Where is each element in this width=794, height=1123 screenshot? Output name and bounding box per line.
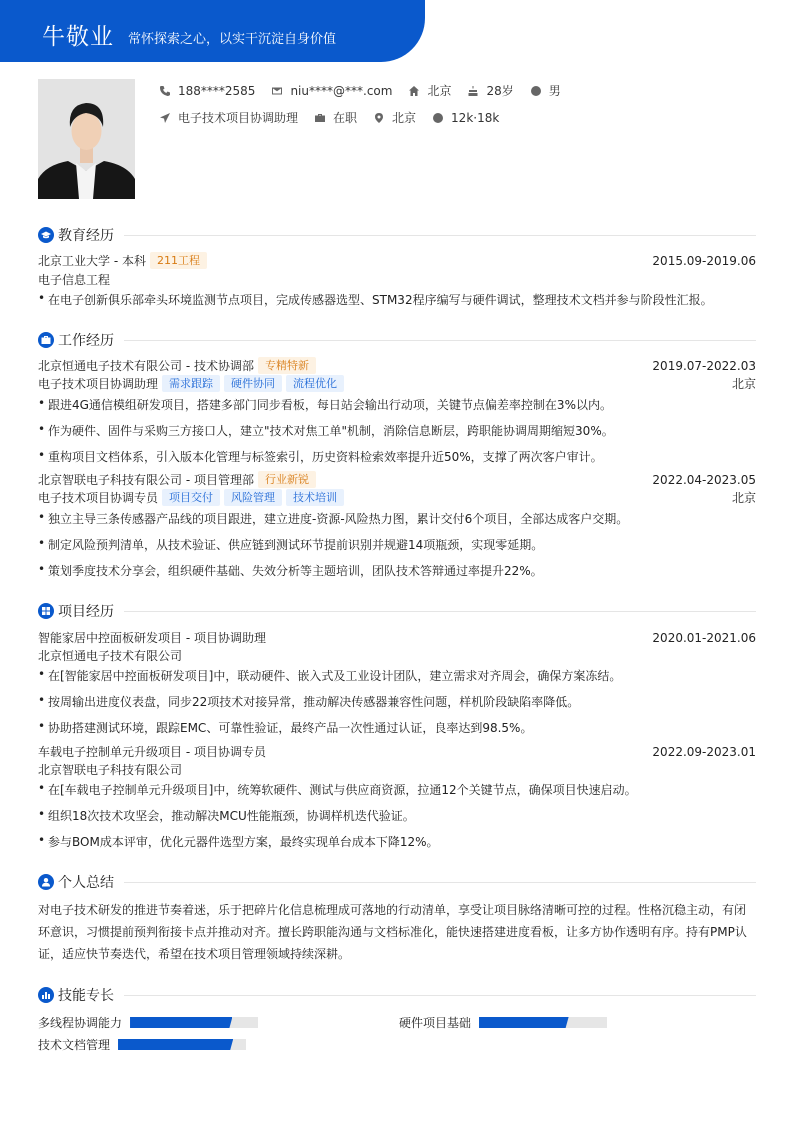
expected-salary: 12k·18k [451, 110, 500, 125]
school-tag: 211工程 [150, 252, 207, 269]
send-icon [159, 112, 171, 124]
skill-tag: 技术培训 [286, 489, 344, 506]
skill-tag: 需求跟踪 [162, 375, 220, 392]
work-1-bullet: • 重构项目文档体系，引入版本化管理与标签索引，历史资料检索效率提升近50%，支撑了两次客户审计。 [38, 448, 603, 464]
money-icon [432, 112, 444, 124]
project-1-bullet: • 在[智能家居中控面板研发项目]中，联动硬件、嵌入式及工业设计团队，建立需求对齐周会，确保方案冻结。 [38, 667, 622, 683]
work-1-bullet: • 跟进4G通信模组研发项目，搭建多部门同步看板，每日站会输出行动项，关键节点偏差率控制在3%以内。 [38, 396, 612, 412]
home-icon [408, 85, 420, 97]
location-pin-icon [373, 112, 385, 124]
skill-item: 技术文档管理 [38, 1036, 246, 1053]
work-2-role: 电子技术项目协调专员 项目交付 风险管理 技术培训 北京 [38, 491, 756, 505]
bar-chart-icon [38, 987, 54, 1003]
section-skills-title: 技能专长 [38, 985, 756, 1005]
graduation-cap-icon [38, 227, 54, 243]
work-1-bullet: • 作为硬件、固件与采购三方接口人，建立"技术对焦工单"机制，消除信息断层，跨职能协调周期缩短30%。 [38, 422, 614, 438]
work-2-header: 北京智联电子科技有限公司 - 项目管理部 行业新锐 2022.04-2023.05 [38, 472, 756, 487]
skill-item: 硬件项目基础 [399, 1014, 607, 1031]
candidate-name: 牛敬业 [42, 24, 114, 50]
phone-number: 188****2585 [178, 83, 256, 98]
work-2-bullet: • 策划季度技术分享会，组织硬件基础、失效分析等主题培训，团队技术答辩通过率提升22%。 [38, 562, 543, 578]
user-icon [38, 874, 54, 890]
education-date: 2015.09-2019.06 [652, 253, 756, 268]
age: 28岁 [486, 84, 514, 98]
contact-row-2 [159, 109, 515, 126]
skill-level-bar [130, 1017, 258, 1028]
project-1-bullet: • 按周输出进度仪表盘，同步22项技术对接异常，推动解决传感器兼容性问题，样机阶段缺陷率降低。 [38, 693, 580, 709]
skill-tag: 硬件协同 [224, 375, 282, 392]
grid-icon [38, 603, 54, 619]
gender-icon [530, 85, 542, 97]
cake-icon [467, 85, 479, 97]
section-project-title: 项目经历 [38, 601, 756, 621]
work-1-role: 电子技术项目协调助理 需求跟踪 硬件协同 流程优化 北京 [38, 377, 756, 391]
summary-text: 对电子技术研发的推进节奏着迷，乐于把碎片化信息梳理成可落地的行动清单，享受让项目脉络清晰可控的过程。性格沉稳主动，有闭环意识，习惯提前预判衔接卡点并推动对齐。擅长跨职能沟通与文档标准化，能快速搭建进度看板，让多方协作透明有序。持有PMP认证，适应快节奏迭代，希望在技术项目管理领域持续深耕。 [38, 903, 747, 961]
project-1-company: 北京恒通电子技术有限公司 [38, 649, 183, 663]
education-header [38, 252, 756, 269]
school-name: 北京工业大学 - 本科 [38, 254, 146, 268]
gender: 男 [548, 84, 561, 98]
hometown: 北京 [427, 84, 452, 98]
project-1-header: 智能家居中控面板研发项目 - 项目协调助理 2020.01-2021.06 [38, 630, 756, 645]
section-education-title: 教育经历 [38, 225, 756, 245]
skill-level-bar [479, 1017, 607, 1028]
target-position: 电子技术项目协调助理 [178, 111, 299, 125]
company-tag: 行业新锐 [258, 471, 316, 488]
skill-item: 多线程协调能力 [38, 1014, 258, 1031]
work-2-bullet: • 独立主导三条传感器产品线的项目跟进，建立进度-资源-风险热力图，累计交付6个项目，全部达成客户交期。 [38, 510, 629, 526]
mail-icon [271, 85, 283, 97]
candidate-motto: 常怀探索之心，以实干沉淀自身价值 [128, 32, 337, 47]
contact-row-1 [159, 82, 577, 99]
project-1-bullet: • 协助搭建测试环境，跟踪EMC、可靠性验证，最终产品一次性通过认证，良率达到98.5%。 [38, 719, 533, 735]
work-1-header: 北京恒通电子技术有限公司 - 技术协调部 专精特新 2019.07-2022.03 [38, 358, 756, 373]
project-2-bullet: • 在[车载电子控制单元升级项目]中，统筹软硬件、测试与供应商资源，拉通12个关键节点，确保项目快速启动。 [38, 781, 637, 797]
briefcase-icon [314, 112, 326, 124]
project-2-header: 车载电子控制单元升级项目 - 项目协调专员 2022.09-2023.01 [38, 744, 756, 759]
education-major: 电子信息工程 [38, 273, 111, 287]
project-2-bullet: • 组织18次技术攻坚会，推动解决MCU性能瓶颈，协调样机迭代验证。 [38, 807, 415, 823]
profile-photo [38, 79, 135, 199]
briefcase-icon [38, 332, 54, 348]
section-work-title: 工作经历 [38, 330, 756, 350]
skill-tag: 风险管理 [224, 489, 282, 506]
skill-tag: 项目交付 [162, 489, 220, 506]
target-city: 北京 [392, 111, 417, 125]
project-2-company: 北京智联电子科技有限公司 [38, 763, 183, 777]
email-address: niu****@***.com [290, 83, 393, 98]
company-tag: 专精特新 [258, 357, 316, 374]
phone-icon [159, 85, 171, 97]
work-2-bullet: • 制定风险预判清单，从技术验证、供应链到测试环节提前识别并规避14项瓶颈，实现零延期。 [38, 536, 544, 552]
job-status: 在职 [333, 111, 358, 125]
section-summary-title: 个人总结 [38, 872, 756, 892]
skill-level-bar [118, 1039, 246, 1050]
project-2-bullet: • 参与BOM成本评审，优化元器件选型方案，最终实现单台成本下降12%。 [38, 833, 439, 849]
education-bullet: • 在电子创新俱乐部牵头环境监测节点项目，完成传感器选型、STM32程序编写与硬件调试，整理技术文档并参与阶段性汇报。 [38, 291, 713, 307]
skill-tag: 流程优化 [286, 375, 344, 392]
